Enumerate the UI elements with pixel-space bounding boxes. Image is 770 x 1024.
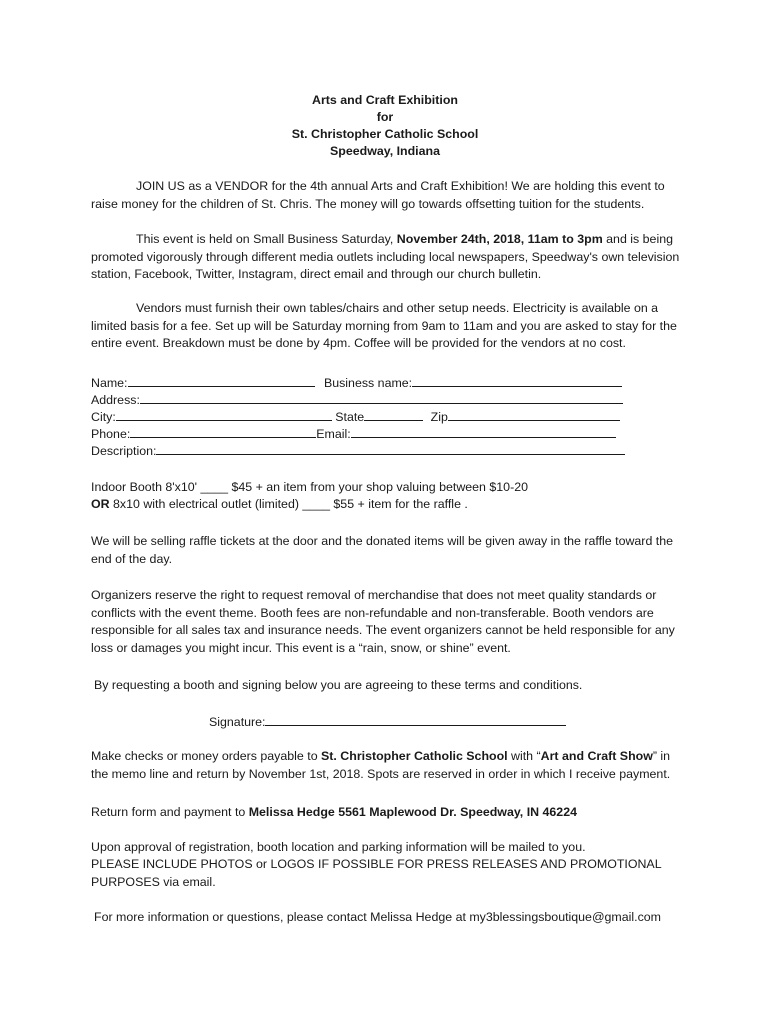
intro-paragraph: JOIN US as a VENDOR for the 4th annual Arts and Craft Exhibition! We are holding this event to raise money for the children of St. Chris. The money will go towards offsetting tuition for the students. bbox=[91, 179, 665, 211]
state-label: State bbox=[335, 410, 365, 424]
address-field[interactable] bbox=[140, 390, 623, 404]
return-instructions bbox=[91, 804, 577, 821]
memo-text: Art and Craft Show bbox=[540, 749, 653, 763]
form-row-name bbox=[91, 373, 622, 390]
payment-paragraph bbox=[91, 748, 687, 783]
booth-indoor-option: Indoor Booth 8'x10' ____ $45 + an item from your shop valuing between $10-20 bbox=[91, 480, 528, 494]
name-field[interactable] bbox=[128, 373, 315, 387]
business-name-field[interactable] bbox=[412, 373, 622, 387]
photos-request: PLEASE INCLUDE PHOTOS or LOGOS IF POSSIBLE FOR PRESS RELEASES AND PROMOTIONAL PURPOSES via email. bbox=[91, 857, 662, 889]
city-label: City: bbox=[91, 410, 116, 424]
zip-field[interactable] bbox=[448, 407, 620, 421]
signature-label: Signature: bbox=[209, 715, 266, 729]
title-for: for bbox=[376, 110, 394, 124]
terms-paragraph: Organizers reserve the right to request removal of merchandise that does not meet quality standards or conflicts with the event theme. Booth fees are non-refundable and non-transferable. Booth vendors are responsible for all sales tax and insurance needs. The event organizers cannot be held responsible for any loss or damages you might incur. This event is a “rain, snow, or shine” event. bbox=[91, 588, 675, 655]
document-header bbox=[0, 92, 770, 160]
zip-label: Zip bbox=[430, 410, 448, 424]
location: Speedway, Indiana bbox=[330, 144, 440, 158]
form-row-address bbox=[91, 390, 623, 407]
signature-field[interactable] bbox=[265, 712, 566, 726]
form-row-description bbox=[91, 441, 625, 458]
raffle-paragraph: We will be selling raffle tickets at the door and the donated items will be given away in the raffle toward the end of the day. bbox=[91, 534, 673, 566]
payee: St. Christopher Catholic School bbox=[321, 749, 508, 763]
title: Arts and Craft Exhibition bbox=[312, 93, 458, 107]
payment-text-post: ” in the memo line and return by November 1st, 2018. Spots are reserved in order in which I receive payment. bbox=[91, 749, 671, 781]
event-date: November 24th, 2018, 11am to 3pm bbox=[396, 232, 603, 246]
booth-outlet-option bbox=[91, 496, 468, 513]
phone-label: Phone: bbox=[91, 427, 131, 441]
contact-line: For more information or questions, please contact Melissa Hedge at my3blessingsboutique@gmail.com bbox=[94, 910, 661, 924]
signature-row bbox=[209, 712, 566, 729]
school-name: St. Christopher Catholic School bbox=[291, 127, 479, 141]
booth-or: OR bbox=[91, 497, 110, 511]
return-text-pre: Return form and payment to bbox=[91, 805, 249, 819]
city-field[interactable] bbox=[116, 407, 332, 421]
name-label: Name: bbox=[91, 376, 128, 390]
email-field[interactable] bbox=[351, 424, 616, 438]
form-row-city bbox=[91, 407, 620, 424]
booth-outlet-text: 8x10 with electrical outlet (limited) ____ $55 + item for the raffle . bbox=[109, 497, 468, 511]
event-text-pre: This event is held on Small Business Saturday, bbox=[136, 232, 397, 246]
return-address: Melissa Hedge 5561 Maplewood Dr. Speedway, IN 46224 bbox=[248, 805, 577, 819]
address-label: Address: bbox=[91, 393, 140, 407]
vendors-paragraph: Vendors must furnish their own tables/chairs and other setup needs. Electricity is available on a limited basis for a fee. Set up will be Saturday morning from 9am to 11am and you are asked to stay for the entire event. Breakdown must be done by 4pm. Coffee will be provided for the vendors at no cost. bbox=[91, 301, 677, 350]
email-label: Email: bbox=[316, 427, 351, 441]
payment-text-mid: with “ bbox=[507, 749, 541, 763]
agreement-statement: By requesting a booth and signing below you are agreeing to these terms and conditions. bbox=[94, 678, 583, 692]
description-label: Description: bbox=[91, 444, 157, 458]
payment-text-pre: Make checks or money orders payable to bbox=[91, 749, 322, 763]
approval-line: Upon approval of registration, booth location and parking information will be mailed to you. bbox=[91, 840, 586, 854]
event-text-post: and is being promoted vigorously through different media outlets including local newspapers, Speedway's own television station, Facebook, Twitter, Instagram, direct email and through our church bulletin. bbox=[91, 232, 680, 281]
state-field[interactable] bbox=[364, 407, 423, 421]
business-name-label: Business name: bbox=[323, 376, 413, 390]
description-field[interactable] bbox=[156, 441, 625, 455]
event-paragraph bbox=[91, 231, 683, 284]
phone-field[interactable] bbox=[130, 424, 316, 438]
form-row-phone bbox=[91, 424, 616, 441]
